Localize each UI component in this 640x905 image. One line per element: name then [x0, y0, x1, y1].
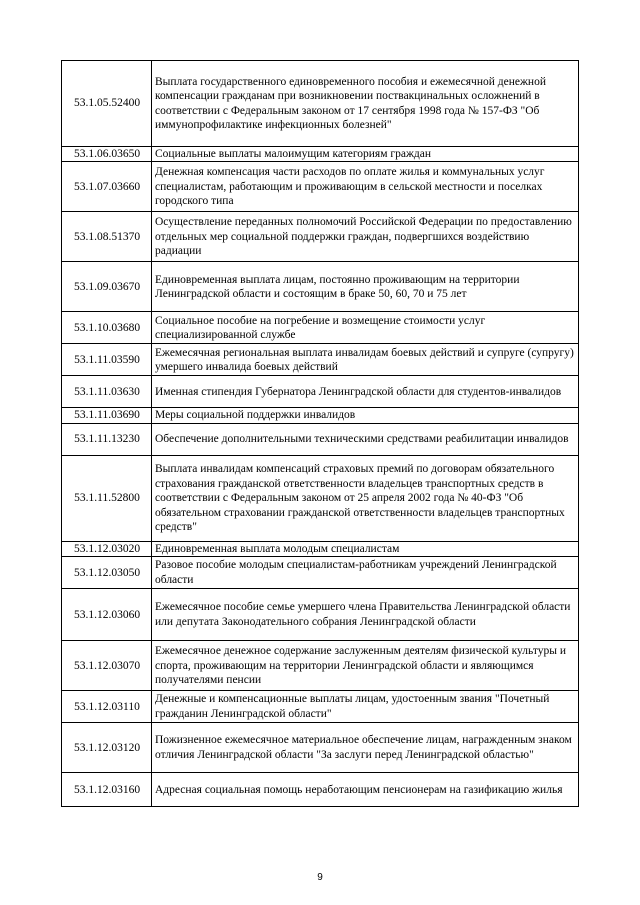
row-code: 53.1.12.03110 [62, 691, 152, 723]
row-code: 53.1.11.03630 [62, 376, 152, 408]
table-row [62, 312, 579, 344]
row-description: Социальные выплаты малоимущим категориям граждан [152, 147, 579, 162]
row-code: 53.1.11.03590 [62, 344, 152, 376]
row-description: Единовременная выплата молодым специалистам [152, 541, 579, 556]
row-code: 53.1.12.03120 [62, 723, 152, 773]
row-description: Денежная компенсация части расходов по оплате жилья и коммунальных услуг специалистам, работающим и проживающим в сельской местности и поселках городского типа [152, 162, 579, 212]
row-description: Пожизненное ежемесячное материальное обеспечение лицам, награжденным знаком отличия Ленинградской области "За заслуги перед Ленинградской областью" [152, 723, 579, 773]
table-row [62, 641, 579, 691]
row-description: Меры социальной поддержки инвалидов [152, 408, 579, 423]
table-row [62, 61, 579, 147]
table-row [62, 455, 579, 541]
table-row [62, 162, 579, 212]
table-row [62, 557, 579, 589]
row-description: Выплата государственного единовременного пособия и ежемесячной денежной компенсации гражданам при возникновении поствакцинальных осложнений в соответствии с Федеральным законом от 17 сентября 1998 года № 157-ФЗ "Об иммунопрофилактике инфекционных болезней" [152, 61, 579, 147]
row-description: Ежемесячное пособие семье умершего члена Правительства Ленинградской области или депутата Законодательного собрания Ленинградской области [152, 589, 579, 641]
row-code: 53.1.06.03650 [62, 147, 152, 162]
row-description: Ежемесячное денежное содержание заслуженным деятелям физической культуры и спорта, проживающим на территории Ленинградской области и являющимся получателями пенсии [152, 641, 579, 691]
table-row [62, 376, 579, 408]
table-row [62, 408, 579, 423]
table-row [62, 423, 579, 455]
table-row [62, 691, 579, 723]
row-code: 53.1.11.03690 [62, 408, 152, 423]
table-row [62, 723, 579, 773]
table-row [62, 589, 579, 641]
row-code: 53.1.12.03070 [62, 641, 152, 691]
row-code: 53.1.07.03660 [62, 162, 152, 212]
row-code: 53.1.10.03680 [62, 312, 152, 344]
row-code: 53.1.12.03020 [62, 541, 152, 556]
row-description: Социальное пособие на погребение и возмещение стоимости услуг специализированной службе [152, 312, 579, 344]
table-row [62, 212, 579, 262]
row-code: 53.1.11.52800 [62, 455, 152, 541]
row-code: 53.1.12.03160 [62, 773, 152, 807]
table-row [62, 344, 579, 376]
row-description: Именная стипендия Губернатора Ленинградской области для студентов-инвалидов [152, 376, 579, 408]
row-description: Единовременная выплата лицам, постоянно проживающим на территории Ленинградской области и состоящим в браке 50, 60, 70 и 75 лет [152, 262, 579, 312]
row-description: Обеспечение дополнительными техническими средствами реабилитации инвалидов [152, 423, 579, 455]
row-description: Денежные и компенсационные выплаты лицам, удостоенным звания "Почетный гражданин Ленинградской области" [152, 691, 579, 723]
table-row [62, 147, 579, 162]
row-code: 53.1.12.03060 [62, 589, 152, 641]
budget-codes-table [61, 60, 579, 807]
row-description: Осуществление переданных полномочий Российской Федерации по предоставлению отдельных мер социальной поддержки граждан, подвергшихся воздействию радиации [152, 212, 579, 262]
row-description: Ежемесячная региональная выплата инвалидам боевых действий и супруге (супругу) умершего инвалида боевых действий [152, 344, 579, 376]
table-row [62, 773, 579, 807]
row-code: 53.1.11.13230 [62, 423, 152, 455]
row-code: 53.1.12.03050 [62, 557, 152, 589]
row-description: Разовое пособие молодым специалистам-работникам учреждений Ленинградской области [152, 557, 579, 589]
page-number: 9 [317, 872, 323, 883]
table-row [62, 262, 579, 312]
table-row [62, 541, 579, 556]
row-description: Адресная социальная помощь неработающим пенсионерам на газификацию жилья [152, 773, 579, 807]
row-code: 53.1.05.52400 [62, 61, 152, 147]
row-code: 53.1.08.51370 [62, 212, 152, 262]
row-description: Выплата инвалидам компенсаций страховых премий по договорам обязательного страхования гражданской ответственности владельцев транспортных средств в соответствии с Федеральным законом от 25 апреля 2002 года № 40-ФЗ "Об обязательном страховании гражданской ответственности владельцев транспортных средств" [152, 455, 579, 541]
row-code: 53.1.09.03670 [62, 262, 152, 312]
